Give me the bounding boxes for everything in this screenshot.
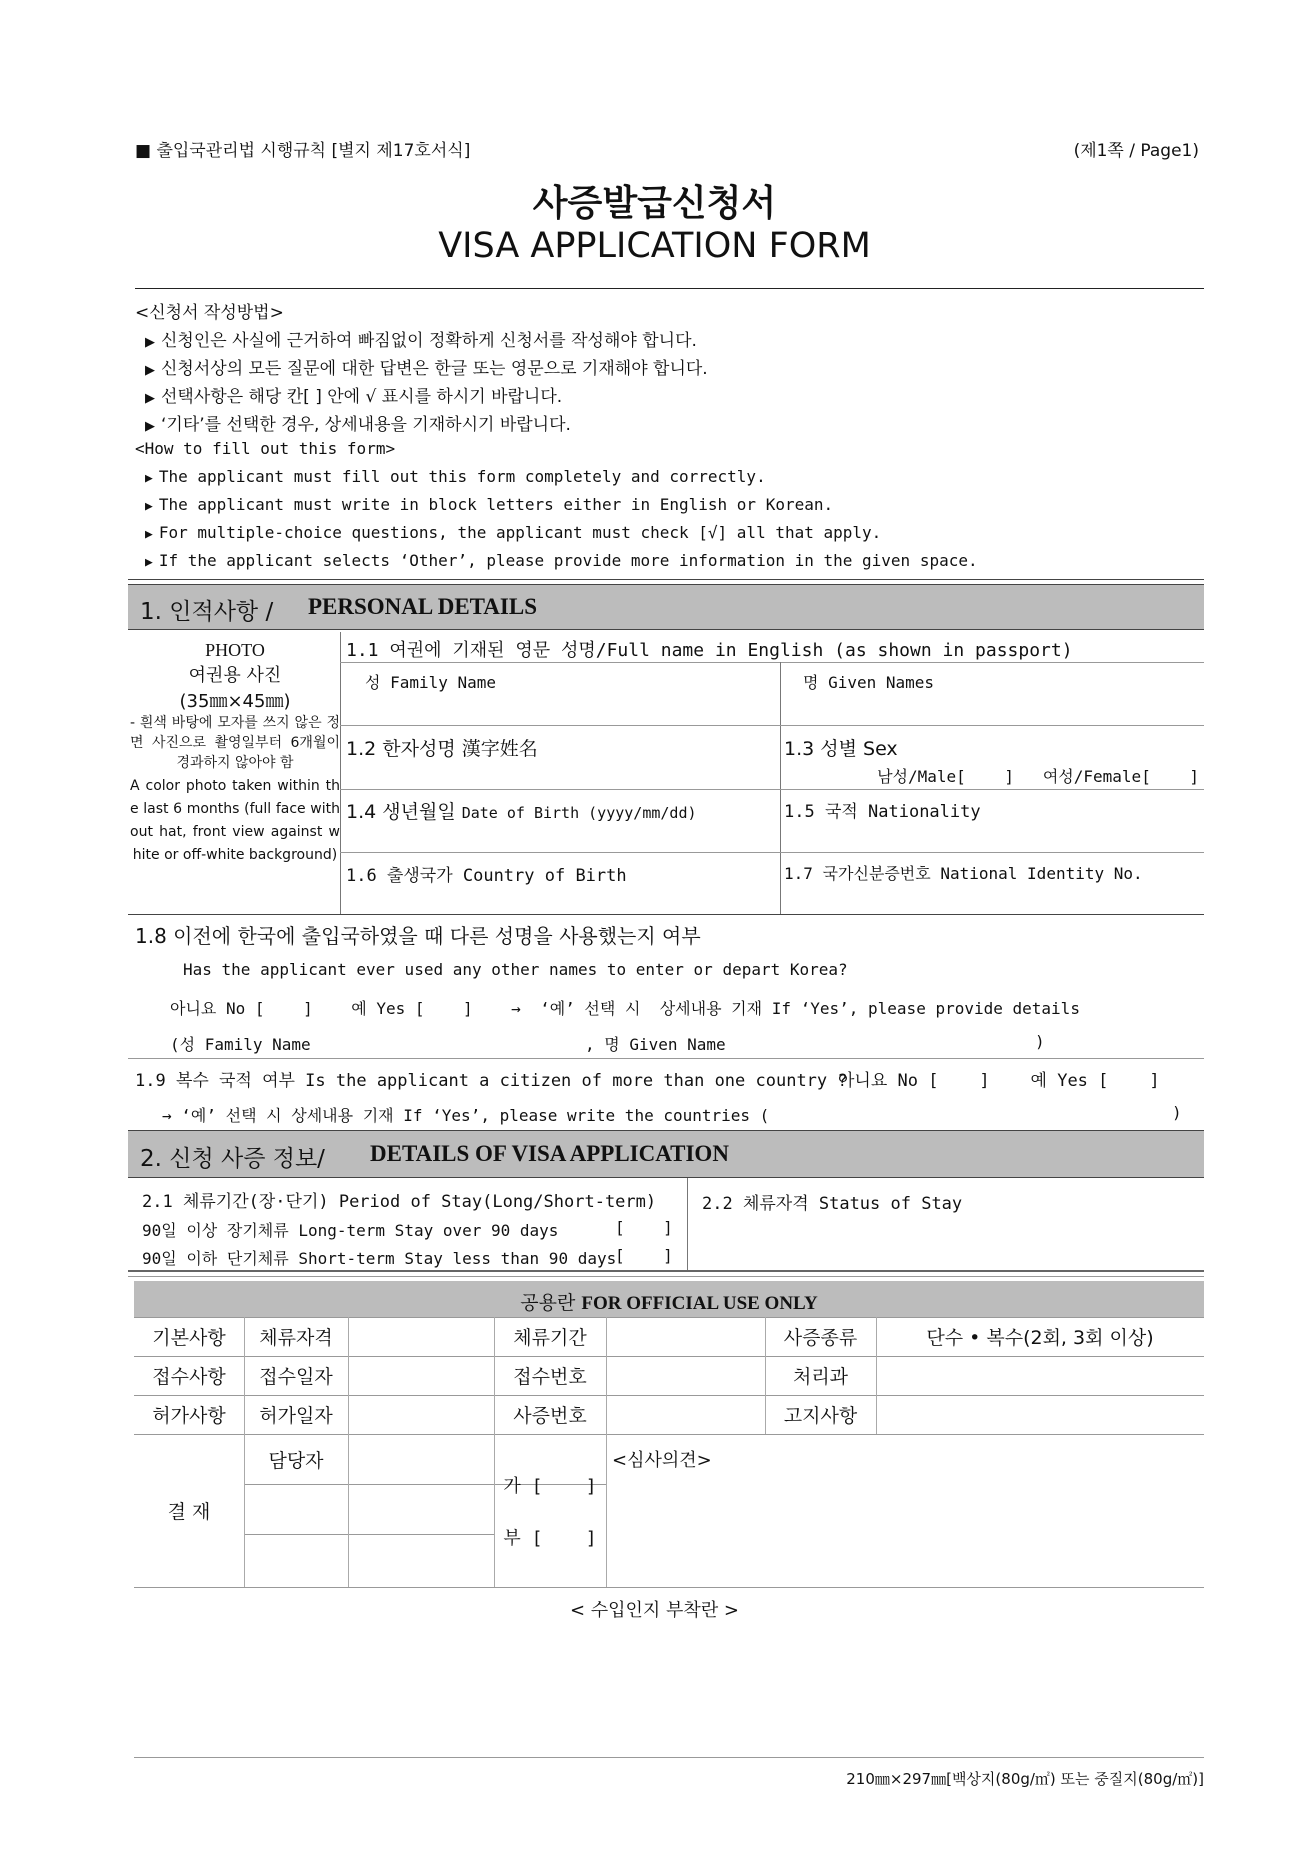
divider [244, 1484, 494, 1485]
instructions-heading-korean: <신청서 작성방법> [135, 303, 284, 323]
field-1-3-sex: 1.3 성별 Sex [784, 738, 898, 760]
field-family-name[interactable]: 성 Family Name [365, 673, 497, 692]
field-1-1-full-name: 1.1 여권에 기재된 영문 성명/Full name in English (as shown in passport) [346, 640, 1073, 661]
processing-dept-label: 처리과 [792, 1366, 849, 1388]
regulation-reference: ■ 출입국관리법 시행규칙 [별지 제17호서식] [135, 141, 471, 161]
divider [780, 662, 781, 914]
title-divider [135, 288, 1204, 289]
divider [348, 1317, 349, 1587]
notice-label: 고지사항 [783, 1405, 858, 1427]
field-1-8-question-english: Has the applicant ever used any other names to enter or depart Korea? [183, 960, 848, 979]
divider [128, 1270, 1204, 1272]
field-1-6-country-of-birth[interactable]: 1.6 출생국가 Country of Birth [346, 866, 627, 886]
photo-label: PHOTO [205, 640, 265, 660]
divider [134, 1587, 1204, 1588]
visa-type-options[interactable]: 단수 • 복수(2회, 3회 이상) [926, 1327, 1154, 1349]
instructions-heading-english: <How to fill out this form> [135, 439, 396, 458]
sex-checkboxes[interactable]: 남성/Male[ ] 여성/Female[ ] [877, 767, 1199, 786]
section1-header [128, 584, 1204, 630]
field-2-2-status-of-stay[interactable]: 2.2 체류자격 Status of Stay [702, 1194, 963, 1214]
divider [606, 1317, 607, 1587]
photo-box [130, 632, 340, 912]
field-1-9-detail[interactable]: → ‘예’ 선택 시 상세내용 기재 If ‘Yes’, please write the countries ( [162, 1106, 770, 1125]
approval-label: 결 재 [167, 1501, 211, 1523]
reject-checkbox[interactable]: 부 [ ] [503, 1528, 597, 1549]
divider [128, 1276, 1204, 1277]
stay-period-label: 체류기간 [513, 1327, 587, 1349]
divider [340, 789, 1204, 790]
divider [128, 1058, 1204, 1059]
review-opinion-label: <심사의견> [612, 1450, 712, 1471]
divider [340, 852, 1204, 853]
field-1-9-close-paren: ) [1172, 1103, 1182, 1122]
field-1-8-family-name[interactable]: (성 Family Name [170, 1035, 311, 1054]
permit-info-label: 허가사항 [152, 1405, 226, 1427]
official-use-title-korean: 공용란 [520, 1292, 582, 1314]
field-1-5-nationality[interactable]: 1.5 국적 Nationality [784, 802, 981, 822]
instruction-en-1: ▶ The applicant must fill out this form completely and correctly. [145, 467, 766, 486]
form-title-korean: 사증발급신청서 [532, 183, 777, 224]
divider [340, 632, 341, 914]
field-1-9-options[interactable]: 아니요 No [ ] 예 Yes [ ] [838, 1071, 1160, 1091]
divider [128, 914, 1204, 915]
instruction-ko-4: ▶ ‘기타’를 선택한 경우, 상세내용을 기재하시기 바랍니다. [145, 415, 571, 435]
section2-title-korean: 2. 신청 사증 정보/ [140, 1146, 325, 1172]
divider [340, 725, 1204, 726]
instruction-en-2: ▶ The applicant must write in block letters either in English or Korean. [145, 495, 834, 514]
section1-title-korean: 1. 인적사항 / [140, 599, 274, 625]
official-use-title-english: FOR OFFICIAL USE ONLY [581, 1293, 818, 1314]
instruction-en-4: ▶ If the applicant selects ‘Other’, please provide more information in the given space. [145, 551, 978, 570]
basic-info-label: 기본사항 [152, 1327, 226, 1349]
page-number: (제1쪽 / Page1) [1073, 141, 1199, 161]
photo-label-korean: 여권용 사진 [188, 665, 282, 686]
photo-note-english: A color photo taken within the last 6 months (full face without hat, front view against white or off-white background) [130, 778, 340, 863]
section1-title-english: PERSONAL DETAILS [308, 594, 538, 619]
divider [687, 1178, 688, 1270]
paper-spec-footer: 210㎜×297㎜[백상지(80g/㎡) 또는 중질지(80g/㎡)] [846, 1770, 1204, 1788]
visa-type-label: 사증종류 [783, 1327, 858, 1349]
field-1-9-question: 1.9 복수 국적 여부 Is the applicant a citizen of more than one country ? [135, 1071, 848, 1091]
long-term-checkbox[interactable]: [ ] [615, 1218, 673, 1237]
visa-number-label: 사증번호 [513, 1405, 587, 1427]
divider [128, 579, 1204, 580]
approve-checkbox[interactable]: 가 [ ] [503, 1476, 597, 1497]
receipt-date-label: 접수일자 [259, 1366, 333, 1388]
receipt-info-label: 접수사항 [152, 1366, 226, 1388]
field-1-8-options[interactable]: 아니요 No [ ] 예 Yes [ ] → ‘예’ 선택 시 상세내용 기재 If ‘Yes’, please provide details [170, 999, 1080, 1018]
short-term-stay-option: 90일 이하 단기체류 Short-term Stay less than 90 days [142, 1249, 617, 1268]
field-2-1-period-of-stay: 2.1 체류기간(장·단기) Period of Stay(Long/Short-term) [142, 1192, 657, 1212]
official-use-header [134, 1281, 1204, 1317]
permit-date-label: 허가일자 [259, 1405, 333, 1427]
divider [340, 662, 1204, 663]
divider [244, 1534, 494, 1535]
instruction-en-3: ▶ For multiple-choice questions, the applicant must check [√] all that apply. [145, 523, 882, 542]
footer-divider [134, 1757, 1204, 1758]
field-1-7-national-id[interactable]: 1.7 국가신분증번호 National Identity No. [784, 864, 1143, 883]
field-1-2-chinese-name[interactable]: 1.2 한자성명 漢字姓名 [346, 738, 538, 760]
long-term-stay-option: 90일 이상 장기체류 Long-term Stay over 90 days [142, 1221, 559, 1240]
field-1-4-date-of-birth[interactable]: 1.4 생년월일 Date of Birth (yyyy/mm/dd) [346, 801, 697, 823]
receipt-number-label: 접수번호 [513, 1366, 587, 1388]
field-1-8-given-name[interactable]: , 명 Given Name [585, 1035, 726, 1054]
photo-note-korean: - 흰색 바탕에 모자를 쓰지 않은 정면 사진으로 촬영일부터 6개월이 경과하지 않아야 함 [130, 715, 340, 771]
instruction-ko-2: ▶ 신청서상의 모든 질문에 대한 답변은 한글 또는 영문으로 기재해야 합니다. [145, 359, 708, 379]
short-term-checkbox[interactable]: [ ] [615, 1246, 673, 1265]
status-label: 체류자격 [259, 1327, 333, 1349]
photo-size: (35㎜×45㎜) [179, 691, 291, 712]
section2-header [128, 1130, 1204, 1178]
instruction-ko-3: ▶ 선택사항은 해당 칸[ ] 안에 √ 표시를 하시기 바랍니다. [145, 387, 563, 407]
field-1-8-close-paren: ) [1035, 1032, 1045, 1051]
section2-title-english: DETAILS OF VISA APPLICATION [370, 1141, 729, 1166]
officer-label: 담당자 [268, 1449, 324, 1472]
revenue-stamp-area: < 수입인지 부착란 > [569, 1600, 740, 1621]
field-given-names[interactable]: 명 Given Names [803, 673, 935, 692]
form-title-english: VISA APPLICATION FORM [438, 226, 871, 266]
instruction-ko-1: ▶ 신청인은 사실에 근거하여 빠짐없이 정확하게 신청서를 작성해야 합니다. [145, 331, 697, 351]
field-1-8-question-korean: 1.8 이전에 한국에 출입국하였을 때 다른 성명을 사용했는지 여부 [135, 924, 701, 948]
